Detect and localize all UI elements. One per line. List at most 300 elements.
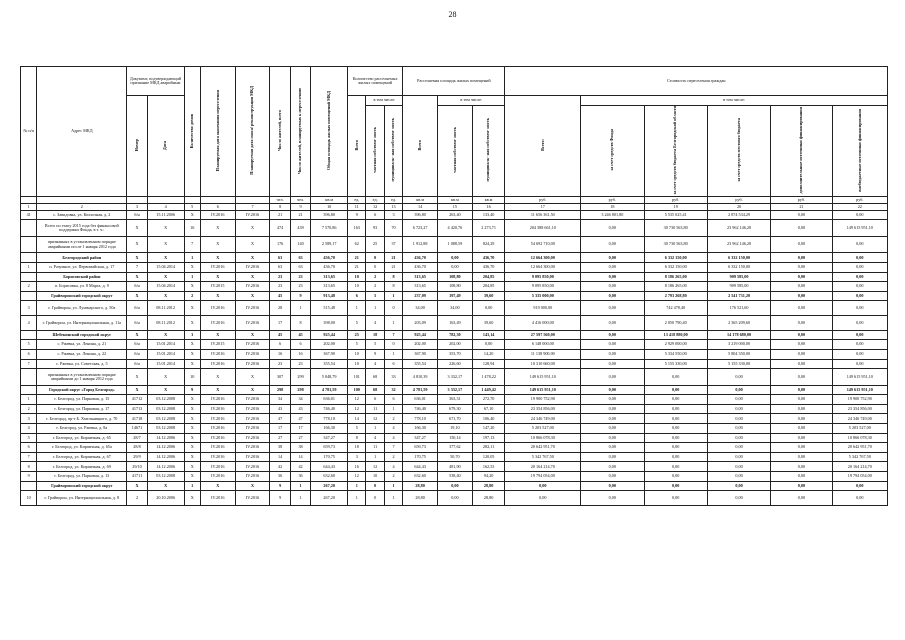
table-cell: 0,00 — [581, 236, 644, 253]
table-cell: 0,00 — [832, 272, 887, 282]
table-cell: X — [127, 220, 147, 237]
table-cell: 54 692 710,00 — [505, 236, 581, 253]
table-cell: IV.2016 — [200, 443, 235, 453]
table-cell: IV.2016 — [200, 395, 235, 405]
table-cell: 149 615 951,10 — [832, 385, 887, 395]
table-cell: IV.2016 — [200, 433, 235, 443]
table-cell: 8 — [21, 462, 37, 472]
table-cell: 20 642 951,70 — [832, 443, 887, 453]
table-cell: 12 — [348, 395, 366, 405]
table-cell: 0,00 — [832, 263, 887, 273]
table-row — [21, 443, 888, 453]
table-cell: 202,00 — [438, 340, 473, 350]
col-residents-header: Число жителей, всего — [270, 67, 290, 197]
table-cell: 0,00 — [438, 263, 473, 273]
table-cell: 176 521,60 — [707, 301, 770, 316]
table-cell: 0,00 — [581, 349, 644, 359]
table-cell: 23 354 856,00 — [505, 404, 581, 414]
table-cell: 34 — [270, 395, 290, 405]
table-cell: 166,30 — [311, 424, 348, 434]
table-cell: г. Белгород, пр-т Б. Хмельницкого, д. 70 — [37, 414, 127, 424]
table-body — [21, 196, 888, 505]
table-cell: 6 — [270, 340, 290, 350]
table-cell: IV.2016 — [235, 395, 270, 405]
table-cell: 45 — [290, 330, 310, 340]
table-cell: 636,01 — [403, 395, 438, 405]
table-cell: г. Белгород, ул. Парковая, д. 15 — [37, 395, 127, 405]
table-cell: X — [235, 253, 270, 263]
table-cell: 0,00 — [771, 253, 832, 263]
table-cell: кв.м — [403, 196, 438, 203]
table-cell: 746,40 — [403, 404, 438, 414]
table-cell: 28,80 — [472, 491, 505, 506]
table-cell: 0,00 — [644, 462, 707, 472]
table-cell: X — [184, 433, 200, 443]
group-row — [21, 330, 888, 340]
table-cell: 7 — [235, 203, 270, 210]
table-cell: 0,00 — [707, 462, 770, 472]
table-cell: 166,30 — [403, 424, 438, 434]
table-cell: 42 — [270, 462, 290, 472]
table-cell: 0,00 — [438, 491, 473, 506]
table-row — [21, 452, 888, 462]
table-cell — [21, 330, 37, 340]
table-cell — [184, 196, 200, 203]
table-cell: 19 900 752,90 — [505, 395, 581, 405]
table-cell: 1 — [21, 263, 37, 273]
table-cell — [21, 481, 37, 491]
table-row — [21, 433, 888, 443]
table-cell: руб. — [581, 196, 644, 203]
subtotal-row — [21, 369, 888, 386]
table-cell — [21, 291, 37, 301]
table-cell: 5 804 350,00 — [707, 349, 770, 359]
table-cell: 1 — [21, 395, 37, 405]
table-cell: IV.2016 — [235, 359, 270, 369]
table-cell: 133,40 — [472, 210, 505, 220]
table-cell: 12 664 300,00 — [505, 263, 581, 273]
table-cell: 782,30 — [438, 330, 473, 340]
table-cell: 94,20 — [472, 472, 505, 482]
table-cell: 4 781,59 — [403, 385, 438, 395]
table-cell: X — [184, 424, 200, 434]
table-cell: 0,00 — [707, 481, 770, 491]
group-row — [21, 481, 888, 491]
table-cell: 28,80 — [403, 481, 438, 491]
col-rooms-incl: в том числе: — [366, 96, 403, 106]
table-cell: 14.12.2006 — [147, 443, 184, 453]
table-cell: 0 — [366, 263, 384, 273]
col-cost-total-header: Всего: — [505, 96, 581, 197]
table-cell: 34,00 — [403, 301, 438, 316]
table-cell: 5 — [184, 203, 200, 210]
table-cell: 4 — [366, 316, 384, 331]
table-cell: 9 095 850,00 — [505, 272, 581, 282]
table-cell: 0,00 — [581, 395, 644, 405]
table-cell: г. Белгород, ул. Кирпичная, д. 69 — [37, 462, 127, 472]
table-cell: X — [184, 340, 200, 350]
table-cell: X — [127, 385, 147, 395]
table-row — [21, 340, 888, 350]
table-cell: 0,00 — [644, 385, 707, 395]
table-cell: кв.м — [438, 196, 473, 203]
table-cell: X — [127, 481, 147, 491]
table-cell: IV.2016 — [200, 414, 235, 424]
table-cell: 1 — [366, 301, 384, 316]
table-cell: 2 365 209,60 — [707, 316, 770, 331]
table-cell: 0,00 — [771, 462, 832, 472]
table-cell: 6 — [384, 395, 402, 405]
table-cell: 1 — [384, 349, 402, 359]
table-cell: 10 — [366, 472, 384, 482]
table-cell: 0,00 — [771, 330, 832, 340]
table-cell — [235, 196, 270, 203]
table-cell: X — [184, 462, 200, 472]
table-cell: 43 — [290, 404, 310, 414]
table-cell: 18 — [366, 330, 384, 340]
table-cell: 0,00 — [581, 220, 644, 237]
table-cell: 0 — [366, 253, 384, 263]
table-cell: 9 — [366, 349, 384, 359]
table-cell: 1 — [290, 481, 310, 491]
table-cell: 3 332,17 — [438, 369, 473, 386]
table-cell: X — [127, 330, 147, 340]
table-cell: 0,00 — [707, 443, 770, 453]
table-cell: 45 — [270, 330, 290, 340]
group-row — [21, 385, 888, 395]
table-cell: 4 420,76 — [438, 220, 473, 237]
table-cell: 03.12.2008 — [147, 472, 184, 482]
table-cell: X — [184, 263, 200, 273]
table-cell: IV.2016 — [200, 301, 235, 316]
table-cell: X — [184, 210, 200, 220]
table-cell: 0,00 — [832, 301, 887, 316]
table-cell: 0,00 — [581, 472, 644, 482]
table-cell: 21 — [384, 263, 402, 273]
table-cell: IV.2015 — [200, 340, 235, 350]
table-cell: X — [184, 359, 200, 369]
table-cell: 4 — [21, 316, 37, 331]
table-cell: IV.2016 — [200, 263, 235, 273]
table-cell: 6 332 150,00 — [644, 253, 707, 263]
table-cell: 398,00 — [311, 316, 348, 331]
table-cell: 436,70 — [311, 263, 348, 273]
table-cell: 7 — [384, 443, 402, 453]
table-cell: 0,00 — [771, 210, 832, 220]
table-cell: 226,60 — [438, 359, 473, 369]
table-cell: 38 — [290, 443, 310, 453]
table-cell: 0,00 — [505, 481, 581, 491]
table-cell: 0,00 — [581, 253, 644, 263]
table-cell: X — [127, 272, 147, 282]
table-cell: 33 — [384, 369, 402, 386]
table-cell: 0,00 — [644, 395, 707, 405]
table-cell: 0,00 — [581, 443, 644, 453]
table-cell: 12 — [348, 472, 366, 482]
table-cell: 41712 — [127, 395, 147, 405]
table-cell: 16 — [270, 349, 290, 359]
col-residents-planned-header: Число жителей, планируемых к переселению — [290, 67, 310, 197]
table-cell: 0,00 — [707, 404, 770, 414]
table-cell: 13 418 880,00 — [644, 330, 707, 340]
table-cell: 3 — [384, 210, 402, 220]
table-cell: 0,00 — [644, 414, 707, 424]
table-cell: 0,00 — [707, 433, 770, 443]
table-cell: 03.12.2008 — [147, 424, 184, 434]
table-cell: 5 342 767,50 — [832, 452, 887, 462]
table-row — [21, 301, 888, 316]
table-cell: X — [184, 443, 200, 453]
table-cell: IV.2016 — [235, 452, 270, 462]
table-cell: 0,00 — [771, 220, 832, 237]
table-cell: б/н — [127, 349, 147, 359]
table-cell: X — [147, 330, 184, 340]
table-cell: 14 178 680,00 — [707, 330, 770, 340]
col-cost-local: за счет средств местного бюджета — [707, 106, 770, 197]
table-cell: 23 — [290, 272, 310, 282]
table-cell: 1 — [290, 301, 310, 316]
table-cell: X — [147, 272, 184, 282]
table-cell: 2 874 534,29 — [707, 210, 770, 220]
table-cell: 39,60 — [472, 316, 505, 331]
table-cell: 0,00 — [581, 385, 644, 395]
table-cell: 120,05 — [472, 452, 505, 462]
table-cell: IV.2016 — [235, 433, 270, 443]
table-cell: 0,00 — [581, 316, 644, 331]
table-cell: 0,00 — [581, 414, 644, 424]
table-cell: 150,14 — [438, 433, 473, 443]
table-cell: 0,00 — [581, 301, 644, 316]
table-cell: 396,80 — [403, 210, 438, 220]
table-cell: 367,90 — [403, 349, 438, 359]
table-cell: 1 — [184, 253, 200, 263]
table-cell: 203,09 — [403, 316, 438, 331]
table-cell: X — [200, 330, 235, 340]
table-cell: 313,65 — [403, 272, 438, 282]
table-cell: 4 — [384, 424, 402, 434]
table-cell: 41711 — [127, 472, 147, 482]
table-cell: 0,00 — [832, 210, 887, 220]
table-cell: 20 164 214,70 — [832, 462, 887, 472]
table-cell: 43 — [270, 404, 290, 414]
table-cell: 37 — [384, 236, 402, 253]
table-cell: 0,00 — [771, 472, 832, 482]
table-cell: 5 — [21, 340, 37, 350]
table-cell: 106,40 — [472, 414, 505, 424]
table-cell: г. Грайворон, ул. Интернациональная, д. 11а — [37, 316, 127, 331]
table-cell: 778,10 — [311, 414, 348, 424]
table-cell: IV.2016 — [235, 282, 270, 292]
table-cell: 11 — [366, 443, 384, 453]
table-cell: 9 095 850,00 — [505, 282, 581, 292]
table-cell: 377,62 — [438, 443, 473, 453]
col-area-header: Общая площадь жилых помещений МКД — [311, 67, 348, 197]
table-cell: IV.2016 — [235, 414, 270, 424]
table-cell: 63 — [270, 253, 290, 263]
table-cell: 5 535 025,41 — [644, 210, 707, 220]
table-cell: 12 — [366, 462, 384, 472]
table-cell — [37, 196, 127, 203]
table-cell: 34,00 — [438, 301, 473, 316]
table-cell: 23 — [290, 282, 310, 292]
table-cell: г. Белгород, ул. Парковая, д. 17 — [37, 404, 127, 414]
table-cell: 11 — [366, 404, 384, 414]
table-cell: 5 — [348, 340, 366, 350]
table-row — [21, 349, 888, 359]
table-cell: IV.2016 — [235, 424, 270, 434]
table-cell: 170,75 — [403, 452, 438, 462]
table-cell: 632,60 — [403, 472, 438, 482]
table-cell: 6 — [384, 359, 402, 369]
table-cell: б/н — [127, 340, 147, 350]
table-cell: 93 — [366, 220, 384, 237]
table-cell: 0,00 — [644, 443, 707, 453]
table-cell: X — [147, 220, 184, 237]
col-houses-header: Количество домов — [184, 67, 200, 197]
table-cell: 32 — [384, 385, 402, 395]
table-cell: 0,00 — [771, 272, 832, 282]
table-cell — [21, 253, 37, 263]
table-cell: X — [235, 291, 270, 301]
table-cell: 5 342 767,50 — [505, 452, 581, 462]
table-cell: 538,40 — [438, 472, 473, 482]
table-cell: 913,48 — [311, 291, 348, 301]
table-cell: 149 615 951,10 — [832, 369, 887, 386]
table-cell: 9 — [270, 491, 290, 506]
table-cell: 2 — [384, 414, 402, 424]
subtotal-row — [21, 236, 888, 253]
table-cell: 9 — [184, 385, 200, 395]
table-cell: 27 — [270, 433, 290, 443]
table-cell: X — [200, 272, 235, 282]
col-doc-date-header: Дата — [147, 96, 184, 197]
table-cell: X — [200, 291, 235, 301]
table-cell: 128,94 — [472, 359, 505, 369]
table-cell: X — [184, 491, 200, 506]
table-cell: 0,00 — [771, 385, 832, 395]
table-cell: 149 615 951,10 — [832, 220, 887, 237]
table-cell: 11 138 900,00 — [505, 349, 581, 359]
table-cell: 197,49 — [438, 291, 473, 301]
table-cell: 20 164 214,70 — [505, 462, 581, 472]
table-cell: 6 — [366, 210, 384, 220]
table-cell: с. Ржевка, ул. Советская, д. 5 — [37, 359, 127, 369]
table-cell: 436,70 — [311, 253, 348, 263]
group-row — [21, 291, 888, 301]
table-cell: 29/10 — [127, 462, 147, 472]
table-cell: X — [200, 253, 235, 263]
table-cell: 659,73 — [403, 443, 438, 453]
table-cell: с. Ржевка, ул. Ленина, д. 21 — [37, 340, 127, 350]
table-cell: кв.м — [472, 196, 505, 203]
table-cell: 3 246 801,80 — [581, 210, 644, 220]
table-cell: 30 730 563,80 — [644, 220, 707, 237]
table-cell: 0,00 — [581, 452, 644, 462]
table-cell: 0,00 — [644, 481, 707, 491]
table-cell: 644,43 — [403, 462, 438, 472]
table-cell: 925,44 — [311, 330, 348, 340]
table-cell: 0,00 — [581, 272, 644, 282]
table-cell: 15.04.2014 — [147, 263, 184, 273]
table-cell: 14 — [290, 452, 310, 462]
table-cell: 2 — [384, 452, 402, 462]
table-cell: 0,00 — [644, 424, 707, 434]
table-cell: 0,00 — [581, 433, 644, 443]
table-cell: 15.01.2014 — [147, 340, 184, 350]
table-cell: 10 866 078,30 — [832, 433, 887, 443]
table-cell: 27 597 560,00 — [505, 330, 581, 340]
table-cell: 4 781,59 — [311, 385, 348, 395]
table-cell — [127, 196, 147, 203]
table-cell: X — [200, 385, 235, 395]
table-cell: 10 — [184, 369, 200, 386]
table-cell: 0,00 — [505, 491, 581, 506]
table-row — [21, 424, 888, 434]
table-cell: 0,00 — [832, 349, 887, 359]
table-cell: 23 — [270, 359, 290, 369]
table-cell: 8 186 265,00 — [644, 282, 707, 292]
table-cell: 436,70 — [403, 263, 438, 273]
table-cell: 0,00 — [771, 349, 832, 359]
table-cell: 515,48 — [311, 301, 348, 316]
table-cell: 08.11.2012 — [147, 316, 184, 331]
table-cell: 0,00 — [581, 481, 644, 491]
table-cell: 0,00 — [771, 395, 832, 405]
table-cell: 0,00 — [581, 330, 644, 340]
table-cell: 0,00 — [771, 452, 832, 462]
table-cell: 108,80 — [438, 282, 473, 292]
table-cell: IV.2016 — [200, 452, 235, 462]
table-cell: 1 — [184, 272, 200, 282]
table-row — [21, 462, 888, 472]
table-cell: 1 — [384, 491, 402, 506]
table-cell: 1 — [384, 316, 402, 331]
table-cell: 22 — [832, 203, 887, 210]
table-cell: 9 — [290, 291, 310, 301]
table-cell: 4 — [366, 359, 384, 369]
table-cell: 101 — [348, 369, 366, 386]
table-cell: 925,44 — [403, 330, 438, 340]
table-cell: признанных в установленном порядке аварийными после 1 января 2012 года — [37, 236, 127, 253]
table-cell: Городской округ «Город Белгород» — [37, 385, 127, 395]
table-cell: б/н — [127, 316, 147, 331]
table-cell: 10 — [21, 491, 37, 506]
table-cell: б/н — [127, 210, 147, 220]
table-cell: 50,70 — [438, 452, 473, 462]
table-cell: 45 — [270, 291, 290, 301]
table-cell: X — [184, 472, 200, 482]
table-cell: 313,65 — [311, 272, 348, 282]
table-cell: 347,27 — [311, 433, 348, 443]
table-cell: 10 — [348, 349, 366, 359]
table-cell: 4 810,39 — [403, 369, 438, 386]
table-cell: Грайворонский городской округ — [37, 291, 127, 301]
table-cell: X — [235, 220, 270, 237]
table-cell: 2 — [127, 491, 147, 506]
table-cell: 0,00 — [832, 481, 887, 491]
table-cell: 6 — [200, 203, 235, 210]
table-cell: 15.11.2006 — [147, 210, 184, 220]
table-cell: 0,00 — [771, 404, 832, 414]
table-cell: 4 — [21, 424, 37, 434]
table-cell: 25 — [366, 236, 384, 253]
table-cell: 0,00 — [771, 369, 832, 386]
table-cell: IV.2016 — [235, 349, 270, 359]
col-cost-group: Стоимость переселения граждан — [505, 67, 888, 96]
table-cell: 2 — [366, 282, 384, 292]
table-cell: г. Белгород, ул. Кирпичная, д. 67 — [37, 452, 127, 462]
table-cell: 23 962 146,20 — [707, 220, 770, 237]
